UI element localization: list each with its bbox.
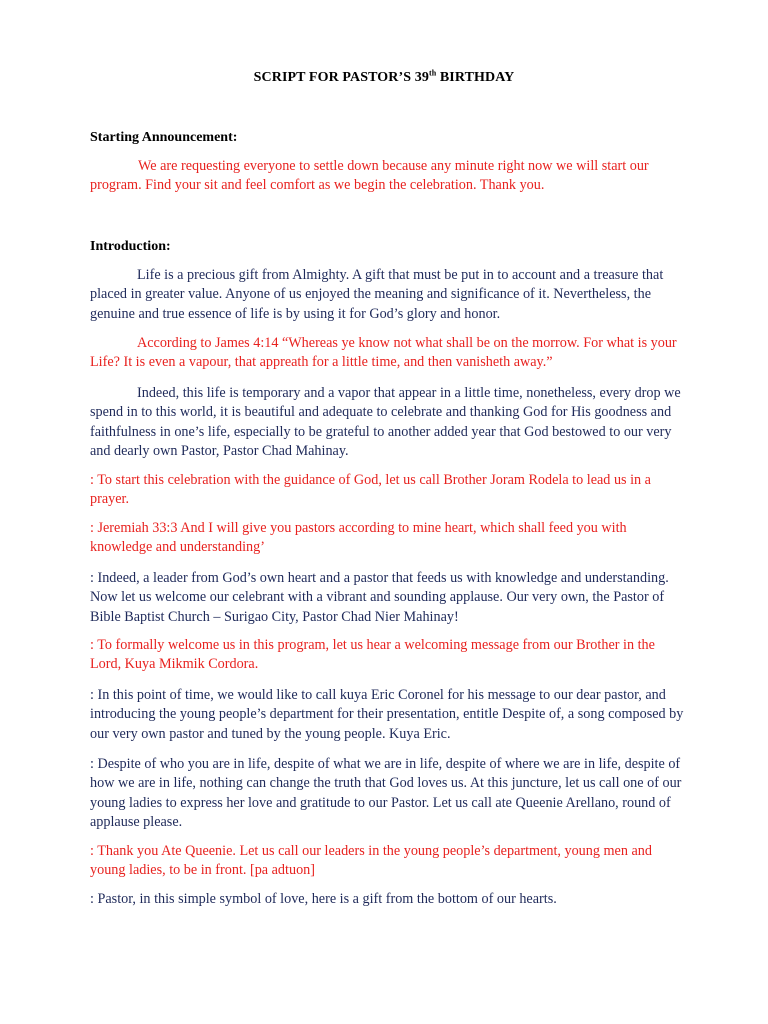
gift-paragraph: : Pastor, in this simple symbol of love, here is a gift from the bottom of our hearts. xyxy=(90,891,557,907)
starting-announcement-text: We are requesting everyone to settle down because any minute right now we will start our program. Find your sit and feel comfort as we begin the celebration. Thank you. xyxy=(90,158,649,194)
title-superscript: th xyxy=(428,68,437,78)
welcoming-message-paragraph: : To formally welcome us in this program, let us hear a welcoming message from our Brother in the Lord, Kuya Mikmik Cordora. xyxy=(90,637,655,673)
starting-announcement-heading: Starting Announcement: xyxy=(90,130,238,145)
jeremiah-paragraph: : Jeremiah 33:3 And I will give you pastors according to mine heart, which shall feed you with knowledge and understanding’ xyxy=(90,520,627,556)
leaders-call-paragraph: : Thank you Ate Queenie. Let us call our leaders in the young people’s department, young men and young ladies, to be in front. [pa adtuon] xyxy=(90,843,652,879)
prayer-call-paragraph: : To start this celebration with the guidance of God, let us call Brother Joram Rodela to lead us in a prayer. xyxy=(90,472,651,508)
despite-of-paragraph: : Despite of who you are in life, despite of what we are in life, despite of where we are in life, despite of how we are in life, nothing can change the truth that God loves us. At this juncture, let us call one of our young ladies to express her love and gratitude to our Pastor. Let us call ate Queenie Arellano, round of applause please. xyxy=(90,756,682,830)
james-quote-paragraph: According to James 4:14 “Whereas ye know not what shall be on the morrow. For what is your Life? It is even a vapour, that appreath for a little time, and then vanisheth away.” xyxy=(90,335,677,371)
introduction-heading: Introduction: xyxy=(90,239,171,254)
young-people-paragraph: : In this point of time, we would like to call kuya Eric Coronel for his message to our dear pastor, and introducing the young people’s department for their presentation, entitle Despite of, a song composed by our very own pastor and tuned by the young people. Kuya Eric. xyxy=(90,687,684,742)
title-main: SCRIPT FOR PASTOR’S 39 xyxy=(253,70,429,85)
introduction-text: Life is a precious gift from Almighty. A gift that must be put in to account and a treasure that placed in greater value. Anyone of us enjoyed the meaning and significance of it. Nevertheless, the genuine and true essence of life is by using it for God’s glory and honor. xyxy=(90,267,664,322)
life-temporary-paragraph: Indeed, this life is temporary and a vapor that appear in a little time, nonetheless, every drop we spend in to this world, it is beautiful and adequate to celebrate and thanking God for His goodness and faithfulness in one’s life, especially to be grateful to another added year that God bestowed to our very and dearly own Pastor, Pastor Chad Mahinay. xyxy=(90,385,681,459)
welcome-celebrant-paragraph: : Indeed, a leader from God’s own heart and a pastor that feeds us with knowledge and understanding. Now let us welcome our celebrant with a vibrant and sounding applause. Our very own, the Pastor of Bible Baptist Church – Surigao City, Pastor Chad Nier Mahinay! xyxy=(90,570,669,625)
document-title xyxy=(0,68,768,87)
title-end: BIRTHDAY xyxy=(436,70,515,85)
